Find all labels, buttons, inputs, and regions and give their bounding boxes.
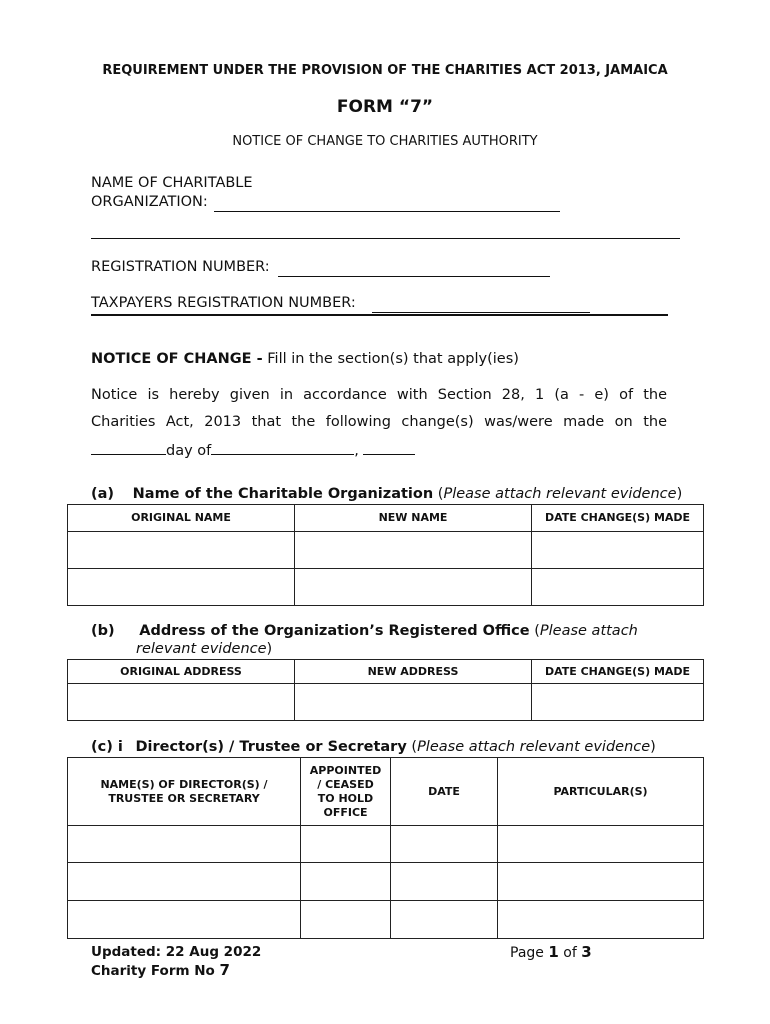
- col-date-change: DATE CHANGE(S) MADE: [532, 505, 704, 532]
- registration-number-field[interactable]: [278, 276, 550, 277]
- section-c-heading: [91, 739, 656, 755]
- table-row: [68, 684, 704, 721]
- table-cell[interactable]: [532, 532, 704, 569]
- section-c-note-open: (: [411, 739, 418, 755]
- section-a-note: Please attach relevant evidence: [443, 486, 677, 502]
- notice-text-line1: Notice is hereby given in accordance with Section 28, 1 (a - e) of the: [91, 387, 667, 403]
- taxpayers-number-field[interactable]: [372, 312, 590, 313]
- of-word: of: [563, 945, 577, 961]
- table-row: [68, 569, 704, 606]
- table-cell[interactable]: [498, 826, 704, 863]
- col-date: DATE: [391, 758, 498, 826]
- col-particulars: PARTICULAR(S): [498, 758, 704, 826]
- table-cell[interactable]: [295, 569, 532, 606]
- table-cell[interactable]: [301, 901, 391, 939]
- section-a-note-open: (: [437, 486, 444, 502]
- col-new-address: NEW ADDRESS: [295, 660, 532, 684]
- section-c-label: (c) i: [91, 739, 123, 755]
- col-director-names: NAME(S) OF DIRECTOR(S) / TRUSTEE OR SECRETARY: [68, 758, 301, 826]
- requirement-heading: REQUIREMENT UNDER THE PROVISION OF THE CHARITIES ACT 2013, JAMAICA: [102, 63, 668, 78]
- page-total: 3: [581, 943, 592, 961]
- table-cell[interactable]: [301, 826, 391, 863]
- day-field[interactable]: [91, 441, 166, 455]
- org-name-label-line2: ORGANIZATION:: [91, 194, 208, 210]
- date-comma: ,: [354, 443, 359, 459]
- col-new-name: NEW NAME: [295, 505, 532, 532]
- org-name-field-line-2[interactable]: [91, 238, 680, 239]
- section-b-title: Address of the Organization’s Registered Office: [139, 623, 530, 639]
- footer-page-number: [510, 943, 592, 961]
- section-c-table: [67, 757, 704, 939]
- table-cell[interactable]: [295, 684, 532, 721]
- footer-form-no-value: 7: [219, 961, 230, 979]
- col-original-address: ORIGINAL ADDRESS: [68, 660, 295, 684]
- section-a-table: [67, 504, 704, 606]
- table-cell[interactable]: [68, 901, 301, 939]
- notice-heading-row: [91, 351, 519, 367]
- form-title: FORM “7”: [336, 97, 434, 117]
- section-b-note-close: ): [266, 641, 273, 657]
- footer-form-no: [91, 961, 230, 979]
- footer-form-no-label: Charity Form No: [91, 963, 215, 979]
- org-name-label-line1: NAME OF CHARITABLE: [91, 175, 253, 191]
- org-name-field-line[interactable]: [214, 211, 560, 212]
- page-current: 1: [548, 943, 559, 961]
- table-cell[interactable]: [295, 532, 532, 569]
- day-of-label: day of: [166, 443, 212, 459]
- table-cell[interactable]: [498, 863, 704, 901]
- table-cell[interactable]: [391, 863, 498, 901]
- section-c-note: Please attach relevant evidence: [417, 739, 651, 755]
- table-row: [68, 826, 704, 863]
- section-b-table: [67, 659, 704, 721]
- table-row: [68, 901, 704, 939]
- section-a-note-close: ): [676, 486, 683, 502]
- col-original-name: ORIGINAL NAME: [68, 505, 295, 532]
- section-b-note-line2: relevant evidence: [136, 641, 267, 657]
- table-cell[interactable]: [68, 684, 295, 721]
- page-word: Page: [510, 945, 544, 961]
- section-c-note-close: ): [650, 739, 656, 755]
- table-cell[interactable]: [498, 901, 704, 939]
- notice-text-line2: Charities Act, 2013 that the following change(s) was/were made on the: [91, 414, 667, 430]
- table-cell[interactable]: [391, 826, 498, 863]
- table-row: [68, 863, 704, 901]
- table-row: [68, 532, 704, 569]
- col-date-change: DATE CHANGE(S) MADE: [532, 660, 704, 684]
- footer-updated: Updated: 22 Aug 2022: [91, 944, 262, 960]
- form-subtitle: NOTICE OF CHANGE TO CHARITIES AUTHORITY: [232, 134, 538, 149]
- table-cell[interactable]: [391, 901, 498, 939]
- table-cell[interactable]: [68, 569, 295, 606]
- table-cell[interactable]: [532, 684, 704, 721]
- table-cell[interactable]: [301, 863, 391, 901]
- table-cell[interactable]: [68, 863, 301, 901]
- section-b-label: (b): [91, 623, 115, 639]
- taxpayers-number-label: TAXPAYERS REGISTRATION NUMBER:: [91, 295, 356, 311]
- registration-number-label: REGISTRATION NUMBER:: [91, 259, 270, 275]
- section-b-heading: [91, 623, 638, 639]
- section-a-label: (a): [91, 486, 115, 502]
- table-cell[interactable]: [532, 569, 704, 606]
- section-b-note-line1: Please attach: [539, 623, 638, 639]
- table-cell[interactable]: [68, 532, 295, 569]
- section-a-title: Name of the Charitable Organization: [132, 486, 434, 502]
- section-b-heading-line2: [136, 641, 272, 657]
- notice-date-row: [91, 441, 415, 459]
- notice-heading: NOTICE OF CHANGE -: [91, 351, 263, 367]
- section-a-heading: [91, 486, 682, 502]
- month-field[interactable]: [211, 441, 354, 455]
- notice-instruction: Fill in the section(s) that apply(ies): [267, 351, 519, 367]
- section-c-title: Director(s) / Trustee or Secretary: [135, 739, 407, 755]
- section-b-note-open: (: [534, 623, 540, 639]
- year-field[interactable]: [363, 441, 415, 455]
- table-cell[interactable]: [68, 826, 301, 863]
- divider-line: [91, 314, 668, 316]
- col-appointed-ceased: APPOINTED / CEASED TO HOLD OFFICE: [301, 758, 391, 826]
